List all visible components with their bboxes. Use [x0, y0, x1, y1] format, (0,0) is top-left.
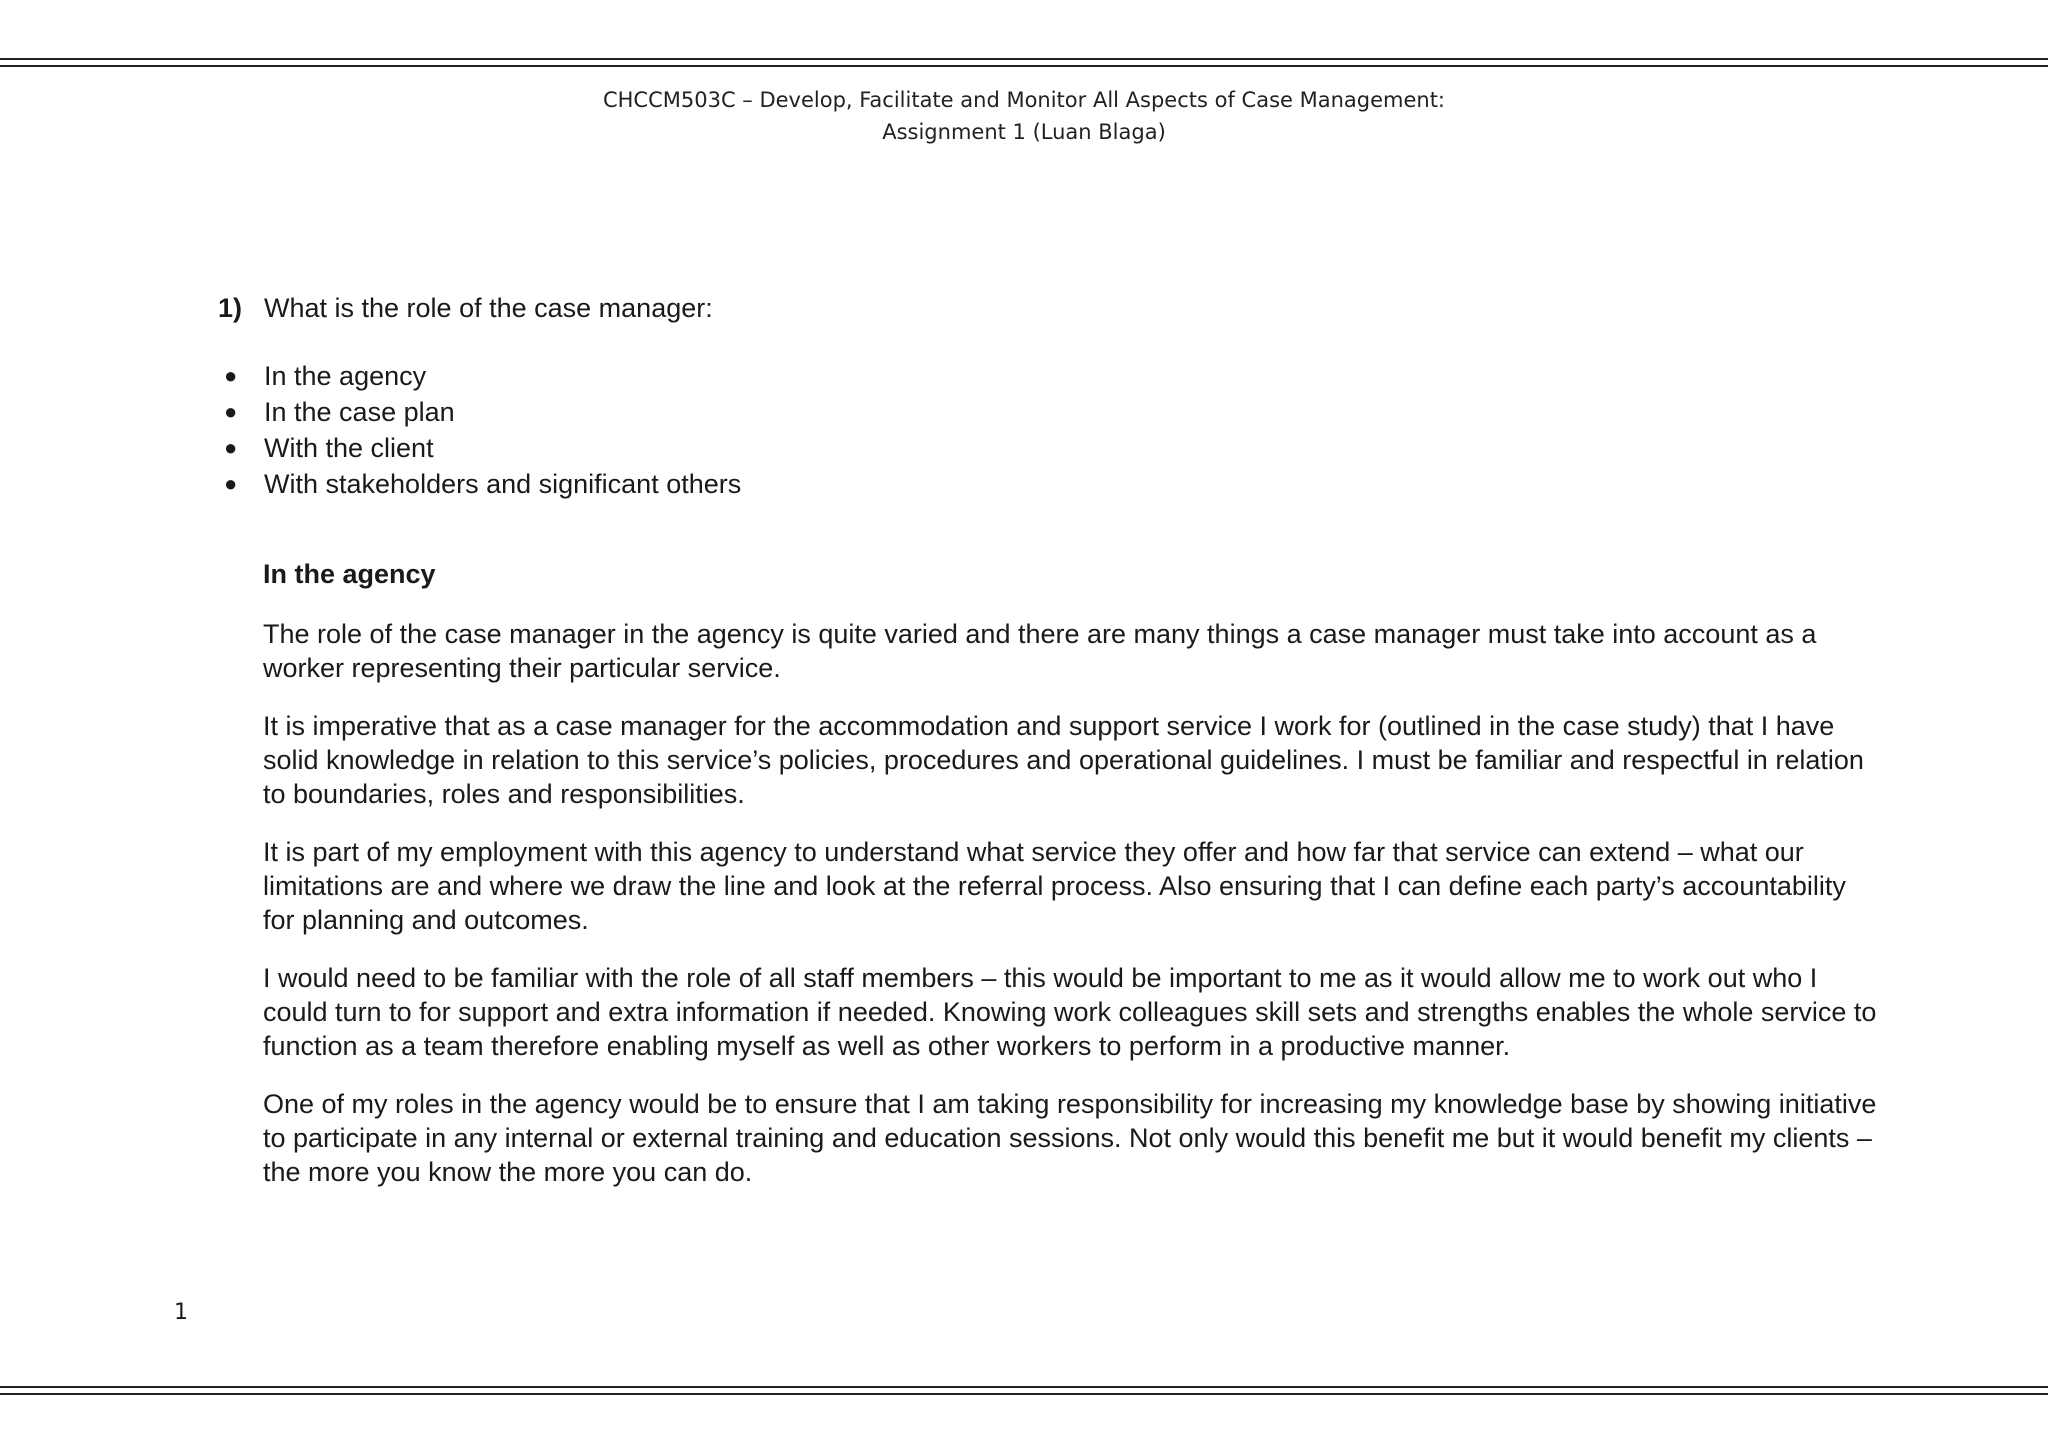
- paragraph: One of my roles in the agency would be to ensure that I am taking responsibility for increasing my knowledge base by showing initiative to participate in any internal or external training and education sessions. Not only would this benefit me but it would benefit my clients – the more you know the more you can do.: [263, 1089, 1877, 1187]
- bullet-icon: ●: [224, 363, 238, 388]
- header-subtitle: Assignment 1 (Luan Blaga): [882, 120, 1166, 144]
- list-item: [218, 358, 741, 394]
- list-item-text: With the client: [264, 433, 434, 463]
- paragraph: The role of the case manager in the agency is quite varied and there are many things a case manager must take into account as a worker representing their particular service.: [263, 619, 1817, 683]
- list-item: [218, 466, 741, 502]
- footer-rule: [0, 1386, 2048, 1395]
- header-rule: [0, 58, 2048, 67]
- header-title: CHCCM503C – Develop, Facilitate and Monitor All Aspects of Case Management:: [602, 88, 1446, 112]
- bullet-list: [218, 358, 741, 502]
- section-heading: In the agency: [263, 559, 436, 589]
- list-item-text: In the case plan: [264, 397, 455, 427]
- question-number: 1): [218, 293, 243, 323]
- paragraph: It is imperative that as a case manager for the accommodation and support service I work for (outlined in the case study) that I have solid knowledge in relation to this service’s policies, procedures and operational guidelines. I must be familiar and respectful in relation to boundaries, roles and responsibilities.: [263, 711, 1864, 809]
- list-item-text: In the agency: [264, 361, 427, 391]
- paragraph: It is part of my employment with this agency to understand what service they offer and how far that service can extend – what our limitations are and where we draw the line and look at the referral process. Also ensuring that I can define each party’s accountability for planning and outcomes.: [263, 837, 1846, 935]
- page-number: 1: [174, 1300, 188, 1325]
- bullet-icon: ●: [224, 471, 238, 496]
- question: [218, 290, 713, 326]
- bullet-icon: ●: [224, 435, 238, 460]
- document-header: [0, 84, 2048, 148]
- bullet-icon: ●: [224, 399, 238, 424]
- question-text: What is the role of the case manager:: [264, 293, 713, 323]
- list-item-text: With stakeholders and significant others: [264, 469, 742, 499]
- list-item: [218, 430, 741, 466]
- paragraph: I would need to be familiar with the role of all staff members – this would be important to me as it would allow me to work out who I could turn to for support and extra information if needed. Knowing work colleagues skill sets and strengths enables the whole service to function as a team therefore enabling myself as well as other workers to perform in a productive manner.: [263, 963, 1877, 1061]
- list-item: [218, 394, 741, 430]
- section-body: [263, 617, 1883, 1213]
